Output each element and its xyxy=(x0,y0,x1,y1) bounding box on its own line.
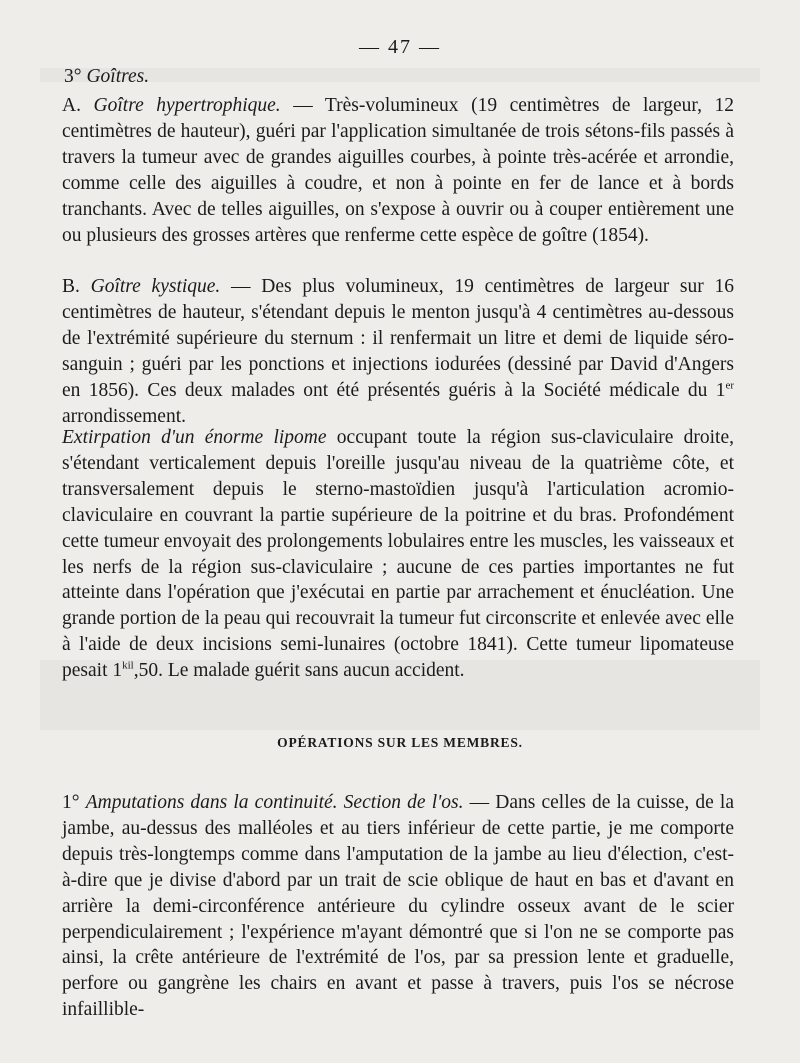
paragraph-goitre-kystique xyxy=(62,274,734,429)
ordinal-number: 1 xyxy=(715,379,726,401)
paragraph-text: — Dans celles de la cuisse, de la jambe, au-dessus des malléoles et au tiers inférieur de cette partie, je me comporte depuis très-longtemps comme dans l'amputation de la jambe au lieu d'élection, c'est-à-dire que je divise d'abord par un trait de scie oblique de haut en bas et d'avant en arrière la demi-circonférence antérieure du cylindre osseux avant de le scier perpendiculairement ; l'expérience m'ayant démontré que si l'on ne se comporte pas ainsi, la crête antérieure de l'extrémité de l'os, par sa pression lente et graduelle, perfore ou gangrène les chairs en avant et passe à travers, puis l'os se nécrose infaillible- xyxy=(62,792,735,1021)
paragraph-title: Extirpation d'un énorme lipome xyxy=(62,427,327,448)
paragraph-label: B. xyxy=(62,276,80,297)
section-heading-goitres xyxy=(64,66,149,88)
weight-unit-superscript: kil xyxy=(122,659,134,672)
paragraph-extirpation-lipome xyxy=(62,425,734,684)
paragraph-text-end: ,50. Le malade guérit sans aucun accident. xyxy=(133,660,465,682)
paragraph-amputations xyxy=(62,790,734,1023)
section-title: Goîtres. xyxy=(86,66,150,87)
paragraph-text: occupant toute la région sus-claviculaire droite, s'étendant verticalement depuis l'oreille jusqu'au niveau de la quatrième côte, et transversalement depuis le sterno-mastoïdien jusqu'à l'articulation acromio-claviculaire en couvrant la partie supérieure de la poitrine et du bras. Profondément cette tumeur envoyait des prolongements lobulaires entre les muscles, les vaisseaux et les nerfs de la région sus-claviculaire ; aucune de ces parties importantes ne fut atteinte dans l'opération que j'exécutai en partie par arrachement et énucléation. Une grande portion de la peau qui recouvrait la tumeur fut circonscrite et enlevée avec elle à l'aide de deux incisions semi-lunaires (octobre 1841). Cette tumeur lipomateuse pesait 1 xyxy=(62,427,734,682)
paragraph-number: 1° xyxy=(62,792,80,813)
paragraph-title: Goître kystique. xyxy=(90,276,221,297)
page-number: — 47 — xyxy=(359,36,441,58)
ordinal-superscript: er xyxy=(725,379,734,392)
paragraph-goitre-hypertrophique xyxy=(62,93,734,248)
paragraph-title: Amputations dans la continuité. Section de l'os. xyxy=(85,792,464,813)
paragraph-label: A. xyxy=(62,95,81,116)
paragraph-text: — Des plus volumineux, 19 centimètres de largeur sur 16 centimètres de hauteur, s'étendant depuis le menton jusqu'à 4 centimètres au-dessous de l'extrémité supérieure du sternum : il renfermait un litre et demi de liquide séro-sanguin ; guéri par les ponctions et injections iodurées (dessiné par David d'Angers en 1856). Ces deux malades ont été présentés guéris à la Société médicale du xyxy=(62,276,734,401)
section-number: 3° xyxy=(64,66,82,87)
paragraph-text: — Très-volumineux (19 centimètres de largeur, 12 centimètres de hauteur), guéri par l'application simultanée de trois sétons-fils passés à travers la tumeur avec de grandes aiguilles courbes, à pointe très-acérée et arrondie, comme celle des aiguilles à coudre, et non à pointe en fer de lance et à bords tranchants. Avec de telles aiguilles, on s'expose à ouvrir ou à couper entièrement une ou plusieurs des grosses artères que renferme cette espèce de goître (1854). xyxy=(62,95,735,246)
section-heading-membres: OPÉRATIONS SUR LES MEMBRES. xyxy=(277,735,523,750)
paragraph-title: Goître hypertrophique. xyxy=(93,95,281,116)
paragraph-text-end: arrondissement. xyxy=(62,405,187,427)
